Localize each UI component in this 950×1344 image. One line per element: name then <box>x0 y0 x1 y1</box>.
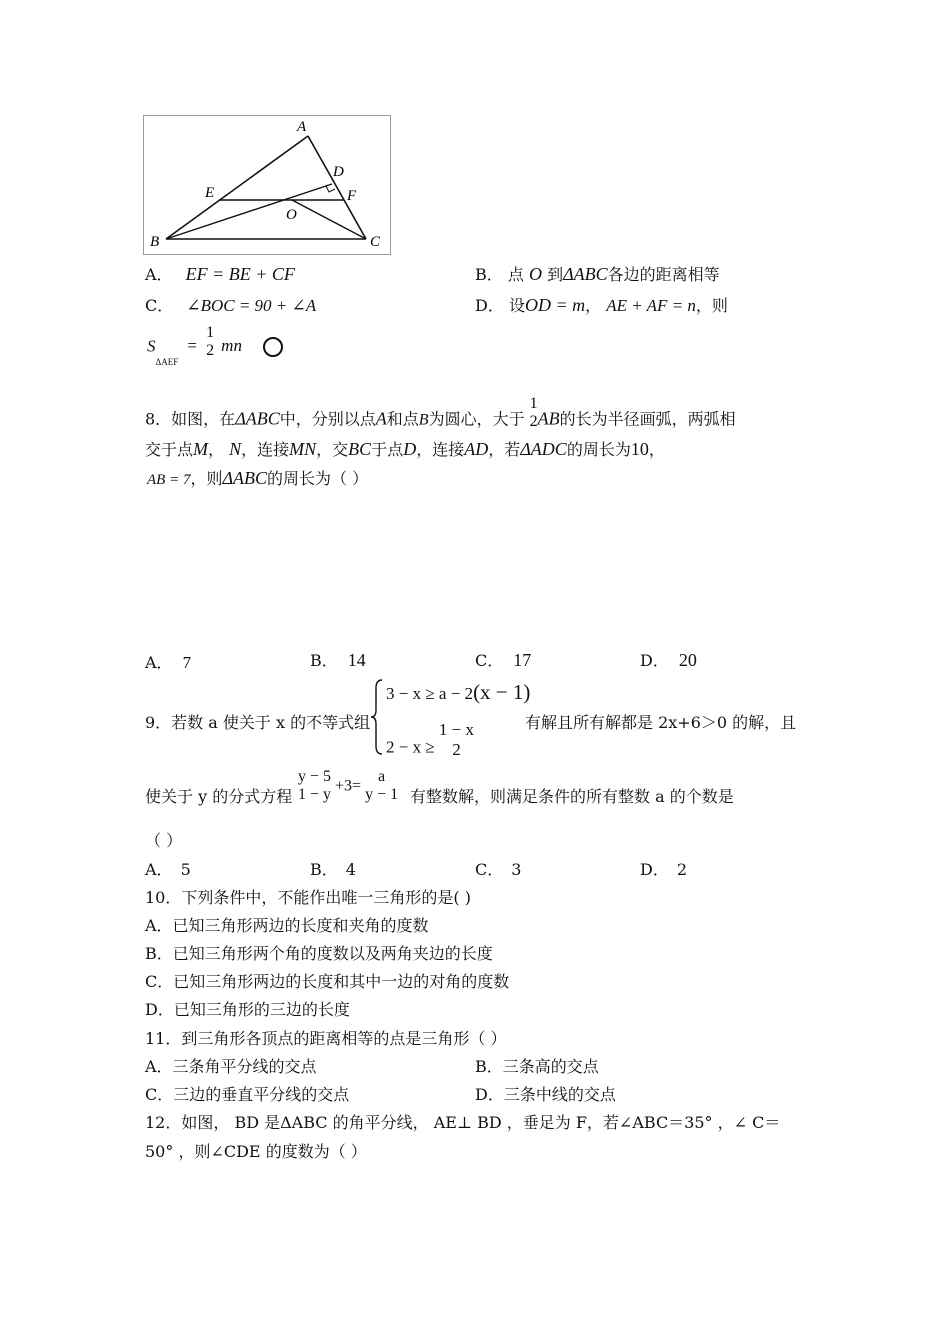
q8-option-d: D． 20 <box>640 650 697 670</box>
q11-option-c: C．三边的垂直平分线的交点 <box>145 1085 350 1104</box>
q8-line-3: AB = 7，则ΔABC的周长为（ ） <box>147 468 369 488</box>
q9-answer-paren: （ ） <box>145 831 183 850</box>
left-brace-icon <box>370 678 384 756</box>
triangle-diagram <box>144 116 390 254</box>
label-f: F <box>347 188 357 204</box>
q8-option-c: C． 17 <box>475 650 532 670</box>
q7-option-b: B． 点 O 到ΔABC各边的距离相等 <box>475 264 720 284</box>
q7-option-d-formula: $S_{\Delta AEF}$ = 1 2 mn <box>147 324 242 368</box>
triangle-figure <box>143 115 391 255</box>
q11-stem: 11．到三角形各顶点的距离相等的点是三角形（ ） <box>145 1029 507 1048</box>
q8-line-2: 交于点M， N，连接MN，交BC于点D，连接AD，若ΔADC的周长为10， <box>145 439 665 459</box>
option-letter: A． <box>145 265 173 284</box>
q10-option-b: B．已知三角形两个角的度数以及两角夹边的长度 <box>145 944 493 963</box>
q7-option-a <box>145 262 295 285</box>
option-letter: D． <box>475 296 504 315</box>
q9-line-2-tail: 有整数解，则满足条件的所有整数 a 的个数是 <box>410 787 734 806</box>
label-a: A <box>297 119 307 135</box>
q9-option-b: B． 4 <box>310 860 356 879</box>
q7-option-d: D． 设OD = m， AE + AF = n，则 <box>475 295 728 315</box>
option-letter: B． <box>475 265 503 284</box>
segment-bd <box>166 184 332 239</box>
answer-circle-mark <box>263 337 283 357</box>
q8-option-a: A． 7 <box>145 653 192 672</box>
q12-line-1: 12．如图， BD 是ΔABC 的角平分线， AE⊥ BD ，垂足为 F，若∠ABC＝35° ，∠ C＝ <box>145 1113 781 1132</box>
q9-option-a: A． 5 <box>145 860 191 879</box>
q9-option-d: D． 2 <box>640 860 688 879</box>
q9-line-1-tail: 有解且所有解都是 2x+6＞0 的解，且 <box>525 713 797 732</box>
q9-line-1-lead: 9．若数 a 使关于 x 的不等式组 <box>145 713 371 732</box>
q7-option-c <box>145 293 316 316</box>
q11-option-a: A．三条角平分线的交点 <box>145 1057 317 1076</box>
q9-option-c: C． 3 <box>475 860 522 879</box>
right-angle-mark <box>326 186 335 192</box>
segment-ab <box>166 136 308 239</box>
q10-option-c: C．已知三角形两边的长度和其中一边的对角的度数 <box>145 972 510 991</box>
q11-option-b: B．三条高的交点 <box>475 1057 599 1076</box>
q7-option-c-expr: ∠BOC = 90 + ∠A <box>186 296 317 315</box>
label-o: O <box>286 207 297 223</box>
q10-option-d: D．已知三角形的三边的长度 <box>145 1000 350 1019</box>
label-d: D <box>333 164 344 180</box>
q12-line-2: 50° ，则∠CDE 的度数为（ ） <box>145 1142 367 1161</box>
q10-stem: 10．下列条件中，不能作出唯一三角形的是( ) <box>145 888 471 907</box>
inequality-1: 3 − x ≥ a − 2(x − 1) <box>386 680 531 704</box>
inequality-2: 2 − x ≥ 1 − x 2 <box>386 720 475 759</box>
inequality-system <box>370 678 531 759</box>
q10-option-a: A．已知三角形两边的长度和夹角的度数 <box>145 916 429 935</box>
q8-line-1: 8．如图，在ΔABC中，分别以点A和点B为圆心，大于 1 2 AB的长为半径画弧，两弧相 <box>145 395 736 431</box>
q9-fraction-equation: y − 5 1 − y +3= a y − 1 <box>298 768 399 804</box>
q8-option-b: B． 14 <box>310 650 366 670</box>
label-b: B <box>150 234 160 250</box>
option-letter: C． <box>145 296 174 315</box>
q7-option-a-expr: EF = BE + CF <box>185 264 295 284</box>
label-c: C <box>370 234 381 250</box>
q11-option-d: D．三条中线的交点 <box>475 1085 616 1104</box>
label-e: E <box>205 185 215 201</box>
q9-line-2-lead: 使关于 y 的分式方程 <box>145 787 293 806</box>
